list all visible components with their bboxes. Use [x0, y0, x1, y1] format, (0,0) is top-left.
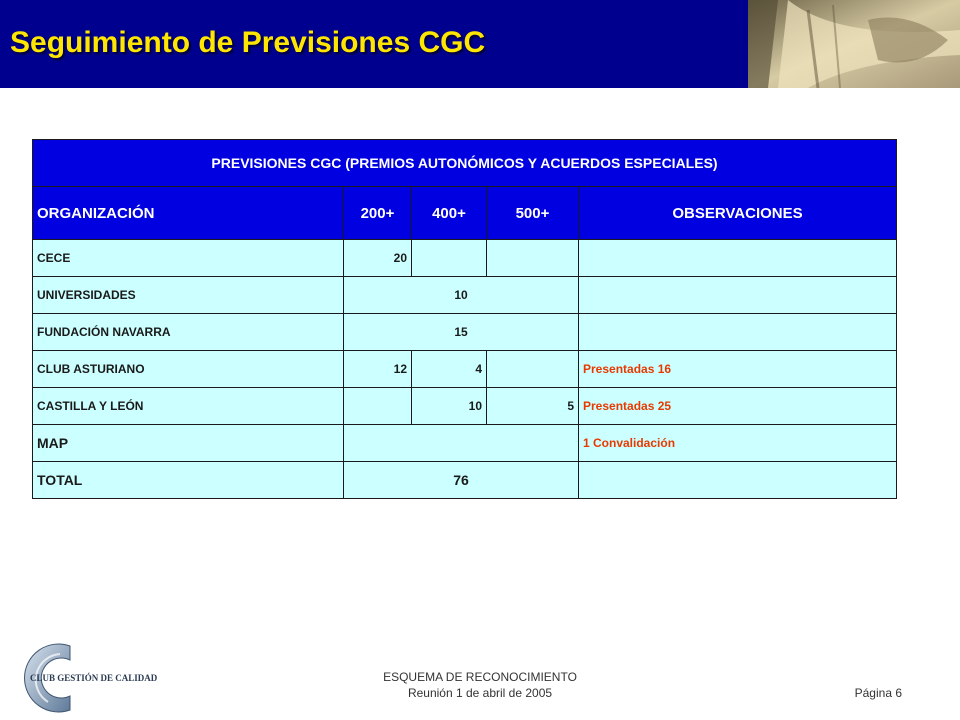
observation-cell — [579, 277, 897, 314]
observation-cell: Presentadas 16 — [579, 351, 897, 388]
value-200-cell — [344, 388, 412, 425]
header-bar — [0, 0, 960, 88]
page-number: Página 6 — [854, 686, 902, 700]
table-row — [33, 240, 897, 277]
header-500: 500+ — [487, 187, 579, 240]
table-row — [33, 351, 897, 388]
value-500-cell: 5 — [487, 388, 579, 425]
observation-cell: 1 Convalidación — [579, 425, 897, 462]
logo-text: CLUB GESTIÓN DE CALIDAD — [30, 673, 158, 683]
org-cell: CECE — [33, 240, 344, 277]
value-400-cell — [412, 240, 487, 277]
footer-meeting-date: Reunión 1 de abril de 2005 — [407, 686, 553, 700]
footer-scheme-text: ESQUEMA DE RECONOCIMIENTO — [383, 670, 577, 684]
value-400-cell: 4 — [412, 351, 487, 388]
value-500-cell — [487, 240, 579, 277]
value-200-cell: 12 — [344, 351, 412, 388]
org-cell: CASTILLA Y LEÓN — [33, 388, 344, 425]
table-caption-row — [33, 140, 897, 187]
total-label-cell: TOTAL — [33, 462, 344, 499]
header-observaciones: OBSERVACIONES — [579, 187, 897, 240]
table-row — [33, 388, 897, 425]
merged-value-cell — [344, 425, 579, 462]
header-200: 200+ — [344, 187, 412, 240]
previsiones-table — [32, 139, 897, 499]
header-400: 400+ — [412, 187, 487, 240]
observation-cell — [579, 314, 897, 351]
value-500-cell — [487, 351, 579, 388]
table-caption: PREVISIONES CGC (PREMIOS AUTONÓMICOS Y ACUERDOS ESPECIALES) — [33, 140, 897, 187]
total-value-cell: 76 — [344, 462, 579, 499]
org-cell: UNIVERSIDADES — [33, 277, 344, 314]
page-title: Seguimiento de Previsiones CGC — [10, 26, 486, 59]
merged-value-cell: 15 — [344, 314, 579, 351]
observation-cell — [579, 462, 897, 499]
observation-cell — [579, 240, 897, 277]
header-organizacion: ORGANIZACIÓN — [33, 187, 344, 240]
org-cell: CLUB ASTURIANO — [33, 351, 344, 388]
value-200-cell: 20 — [344, 240, 412, 277]
merged-value-cell: 10 — [344, 277, 579, 314]
org-cell: FUNDACIÓN NAVARRA — [33, 314, 344, 351]
observation-cell: Presentadas 25 — [579, 388, 897, 425]
table-header-row — [33, 187, 897, 240]
total-row — [33, 462, 897, 499]
value-400-cell: 10 — [412, 388, 487, 425]
decorative-column-image — [748, 0, 960, 88]
table-row — [33, 314, 897, 351]
table-row — [33, 425, 897, 462]
org-cell: MAP — [33, 425, 344, 462]
table-row — [33, 277, 897, 314]
